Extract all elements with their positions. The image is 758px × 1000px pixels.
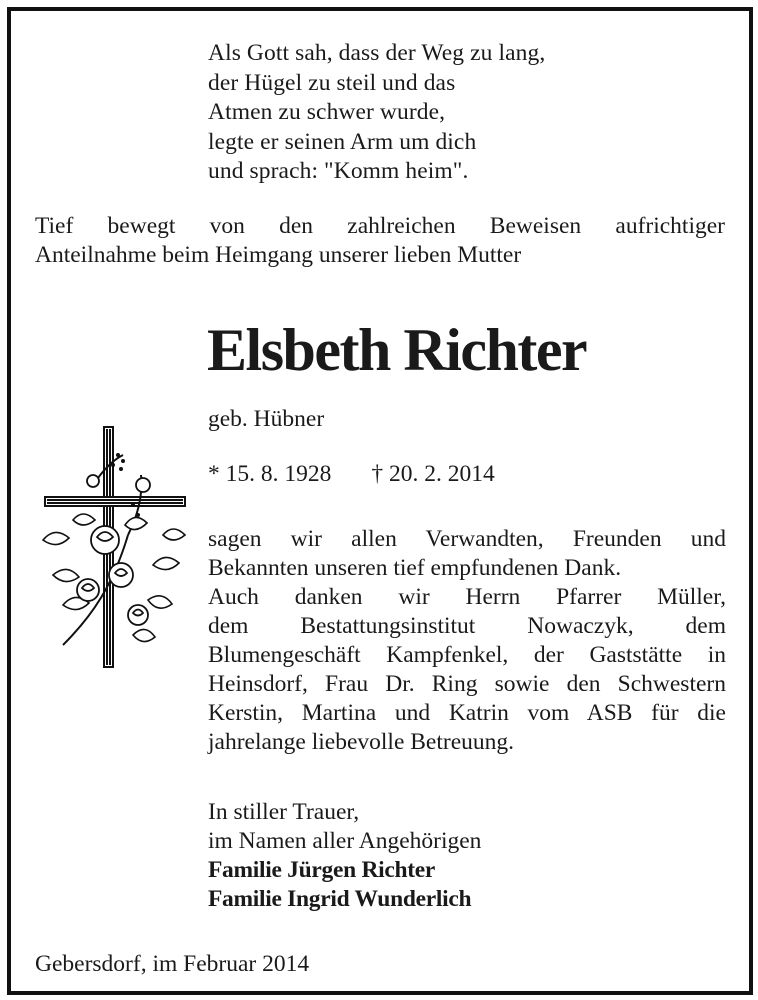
poem-line: der Hügel zu steil und das bbox=[208, 69, 456, 96]
thanks-line: sagen wir allen Verwandten, Freunden und bbox=[208, 526, 726, 552]
deceased-name: Elsbeth Richter bbox=[207, 317, 587, 383]
life-dates bbox=[208, 459, 495, 489]
thanks-line: Bekannten unseren tief empfundenen Dank. bbox=[208, 555, 622, 581]
intro-line: Anteilnahme beim Heimgang unserer lieben Mutter bbox=[35, 242, 522, 268]
thanks-line: jahrelange liebevolle Betreuung. bbox=[208, 729, 515, 755]
thanks-text bbox=[208, 525, 726, 757]
place-and-date: Gebersdorf, im Februar 2014 bbox=[35, 951, 310, 977]
birth-date: * 15. 8. 1928 bbox=[208, 461, 332, 487]
birth-name: geb. Hübner bbox=[208, 406, 325, 432]
poem-line: legte er seinen Arm um dich bbox=[208, 128, 477, 155]
thanks-line: Heinsdorf, Frau Dr. Ring sowie den Schwestern bbox=[208, 671, 726, 697]
obituary-notice bbox=[7, 7, 753, 995]
thanks-line: Kerstin, Martina und Katrin vom ASB für die bbox=[208, 700, 726, 726]
family-name: Familie Ingrid Wunderlich bbox=[208, 886, 472, 912]
intro-line: Tief bewegt von den zahlreichen Beweisen aufrichtiger bbox=[35, 213, 725, 239]
cross-with-roses-icon bbox=[33, 415, 193, 675]
death-date: † 20. 2. 2014 bbox=[371, 461, 495, 487]
poem bbox=[208, 39, 545, 187]
intro-text bbox=[35, 212, 725, 270]
thanks-line: Blumengeschäft Kampfenkel, der Gaststätte in bbox=[208, 642, 726, 668]
thanks-line: Auch danken wir Herrn Pfarrer Müller, bbox=[208, 584, 726, 610]
poem-line: Als Gott sah, dass der Weg zu lang, bbox=[208, 40, 546, 66]
signoff bbox=[208, 798, 481, 914]
thanks-line: dem Bestattungsinstitut Nowaczyk, dem bbox=[208, 613, 726, 639]
signoff-line: im Namen aller Angehörigen bbox=[208, 828, 482, 854]
family-name: Familie Jürgen Richter bbox=[208, 857, 436, 883]
poem-line: und sprach: "Komm heim". bbox=[208, 158, 469, 184]
signoff-line: In stiller Trauer, bbox=[208, 799, 360, 825]
poem-line: Atmen zu schwer wurde, bbox=[208, 99, 446, 125]
